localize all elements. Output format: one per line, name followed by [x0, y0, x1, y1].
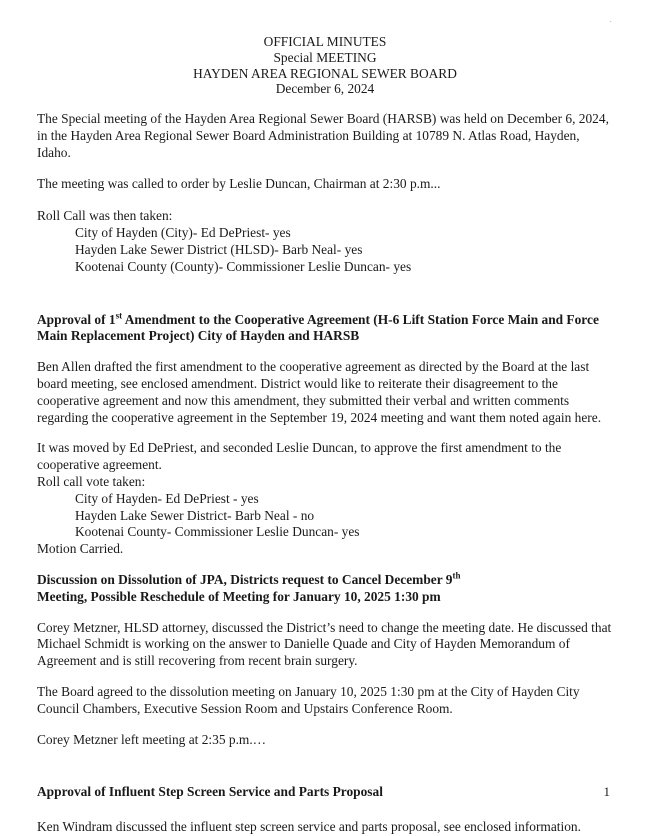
vote-item: City of Hayden- Ed DePriest - yes: [75, 490, 259, 506]
header-date: December 6, 2024: [275, 81, 375, 97]
roll-call-label: Roll Call was then taken:: [37, 208, 173, 224]
section-heading-step-screen: Approval of Influent Step Screen Service and Parts Proposal: [37, 784, 383, 800]
scan-mark: ·: [609, 18, 612, 26]
board-agreement-paragraph: The Board agreed to the dissolution meeting on January 10, 2025 1:30 pm at the City of Hayden City Council Chambers, Executive Session Room and Upstairs Conference Room.: [37, 683, 580, 716]
dissolution-paragraph: Corey Metzner, HLSD attorney, discussed the District’s need to change the meeting date. He discussed that Michael Schmidt is working on the answer to Danielle Quade and City of Hayden Memorandum of Agreement and is still recovering from recent brain surgery.: [37, 619, 612, 669]
header-board-name: HAYDEN AREA REGIONAL SEWER BOARD: [193, 65, 457, 81]
header-meeting-type: Special MEETING: [273, 49, 377, 65]
page-number: 1: [603, 784, 610, 800]
departure-note: Corey Metzner left meeting at 2:35 p.m.…: [37, 731, 267, 747]
call-to-order: The meeting was called to order by Leslie Duncan, Chairman at 2:30 p.m...: [37, 175, 441, 191]
roll-call-item: City of Hayden (City)- Ed DePriest- yes: [75, 225, 291, 241]
header-title: OFFICIAL MINUTES: [263, 34, 387, 49]
amendment-paragraph: Ben Allen drafted the first amendment to the cooperative agreement as directed by the Board at the last board meeting, see enclosed amendment. District would like to reiterate their disagreement to the cooperative agreement and now this amendment, they submitted their verbal and written comments regarding the cooperative agreement in the September 19, 2024 meeting and want them noted again here.: [37, 359, 602, 425]
vote-label: Roll call vote taken:: [37, 473, 146, 489]
document-header: [37, 34, 613, 97]
motion-paragraph: It was moved by Ed DePriest, and seconded Leslie Duncan, to approve the first amendment to the cooperative agreement.: [37, 440, 562, 473]
vote-item: Hayden Lake Sewer District- Barb Neal - no: [75, 507, 315, 523]
roll-call-item: Hayden Lake Sewer District (HLSD)- Barb Neal- yes: [75, 241, 363, 257]
step-screen-paragraph: Ken Windram discussed the influent step screen service and parts proposal, see enclosed information.: [37, 819, 581, 835]
intro-paragraph: The Special meeting of the Hayden Area Regional Sewer Board (HARSB) was held on December 6, 2024, in the Hayden Area Regional Sewer Board Administration Building at 10789 N. Atlas Road, Hayden, Idaho.: [37, 111, 609, 160]
section-heading-dissolution: Discussion on Dissolution of JPA, Districts request to Cancel December 9th Meeting, Possible Reschedule of Meeting for January 10, 2025 1:30 pm: [37, 570, 461, 604]
motion-result: Motion Carried.: [37, 541, 124, 557]
vote-item: Kootenai County- Commissioner Leslie Duncan- yes: [75, 524, 360, 540]
minutes-page: [37, 34, 613, 836]
section-heading-amendment: Approval of 1st Amendment to the Cooperative Agreement (H-6 Lift Station Force Main and Force Main Replacement Project) City of Hayden and HARSB: [37, 310, 599, 344]
roll-call-item: Kootenai County (County)- Commissioner Leslie Duncan- yes: [75, 258, 412, 274]
